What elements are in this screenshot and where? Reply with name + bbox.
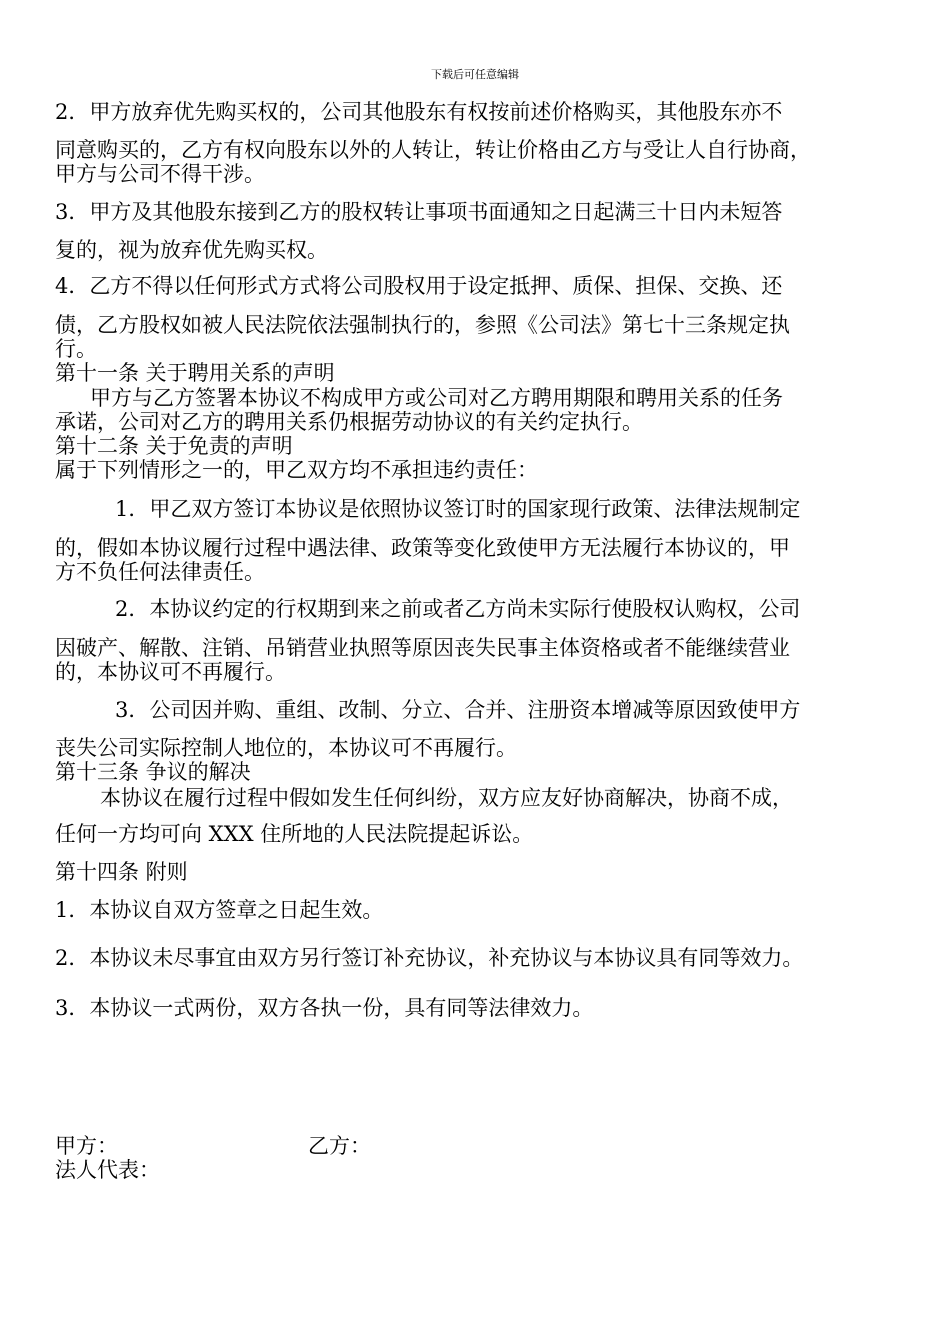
clause-line: 因破产、解散、注销、吊销营业执照等原因丧失民事主体资格或者不能继续营业: [55, 636, 790, 660]
clause-line: 1．本协议自双方签章之日起生效。: [55, 898, 384, 922]
section-heading: 第十二条 关于免责的声明: [55, 434, 293, 458]
clause-line: 4．乙方不得以任何形式方式将公司股权用于设定抵押、质保、担保、交换、还: [55, 274, 783, 298]
clause-line: 复的，视为放弃优先购买权。: [55, 238, 328, 262]
clause-line: 甲方与乙方签署本协议不构成甲方或公司对乙方聘用期限和聘用关系的任务: [90, 386, 783, 410]
party-a-signature-label: 甲方：: [55, 1134, 118, 1158]
clause-line: 的，本协议可不再履行。: [55, 660, 286, 684]
section-heading: 第十一条 关于聘用关系的声明: [55, 361, 335, 385]
party-b-signature-label: 乙方：: [308, 1134, 371, 1158]
clause-line: 本协议在履行过程中假如发生任何纠纷，双方应友好协商解决，协商不成，: [100, 786, 793, 810]
clause-line: 1．甲乙双方签订本协议是依照协议签订时的国家现行政策、法律法规制定: [115, 497, 801, 521]
clause-line: 丧失公司实际控制人地位的，本协议可不再履行。: [55, 736, 517, 760]
clause-line: 2．本协议未尽事宜由双方另行签订补充协议，补充协议与本协议具有同等效力。: [55, 946, 804, 970]
clause-line: 3．本协议一式两份，双方各执一份，具有同等法律效力。: [55, 996, 594, 1020]
clause-line: 方不负任何法律责任。: [55, 560, 265, 584]
clause-line: 2．甲方放弃优先购买权的，公司其他股东有权按前述价格购买，其他股东亦不: [55, 100, 783, 124]
page-header-note: 下载后可任意编辑: [431, 68, 519, 81]
clause-line: 3．甲方及其他股东接到乙方的股权转让事项书面通知之日起满三十日内未短答: [55, 200, 783, 224]
section-heading: 第十四条 附则: [55, 860, 188, 884]
clause-line: 甲方与公司不得干涉。: [55, 162, 265, 186]
clause-line: 的，假如本协议履行过程中遇法律、政策等变化致使甲方无法履行本协议的，甲: [55, 536, 790, 560]
legal-representative-label: 法人代表：: [55, 1158, 160, 1182]
clause-line: 2．本协议约定的行权期到来之前或者乙方尚未实际行使股权认购权，公司: [115, 597, 801, 621]
clause-line: 任何一方均可向 XXX 住所地的人民法院提起诉讼。: [55, 822, 534, 846]
clause-line: 承诺，公司对乙方的聘用关系仍根据劳动协议的有关约定执行。: [55, 410, 643, 434]
clause-line: 属于下列情形之一的，甲乙双方均不承担违约责任：: [55, 458, 538, 482]
clause-line: 债，乙方股权如被人民法院依法强制执行的，参照《公司法》第七十三条规定执: [55, 313, 790, 337]
section-heading: 第十三条 争议的解决: [55, 760, 251, 784]
clause-line: 行。: [55, 337, 97, 361]
clause-line: 3．公司因并购、重组、改制、分立、合并、注册资本增减等原因致使甲方: [115, 698, 801, 722]
clause-line: 同意购买的，乙方有权向股东以外的人转让，转让价格由乙方与受让人自行协商，: [55, 138, 811, 162]
